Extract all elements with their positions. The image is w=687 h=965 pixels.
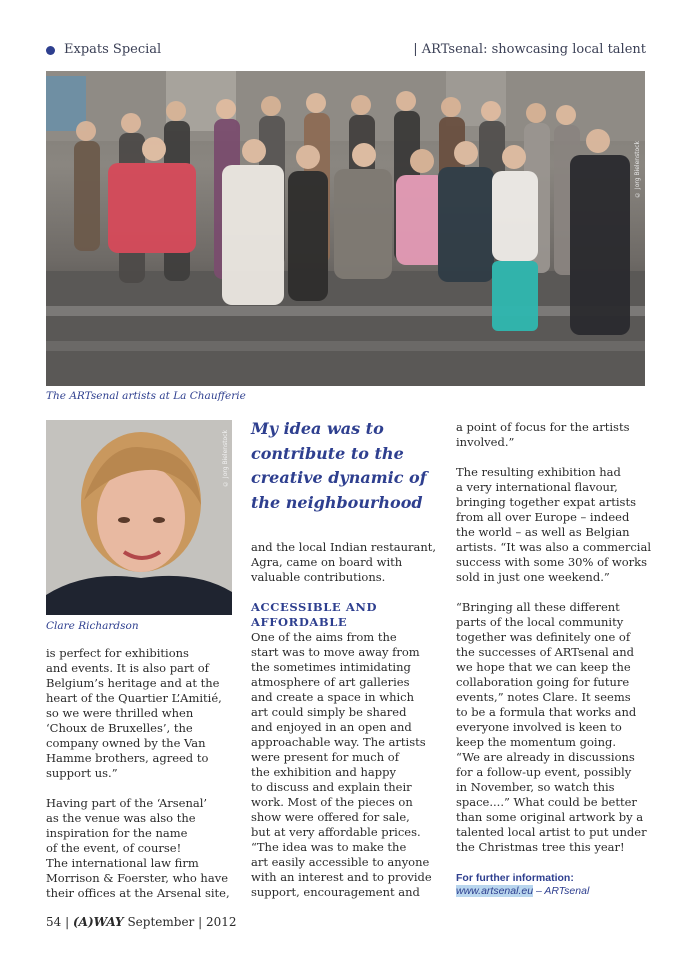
website-suffix: – ARTsenal (533, 885, 590, 897)
page-number: 54 | (46, 915, 70, 929)
column-2 (251, 540, 447, 915)
magazine-name: (A)WAY (72, 915, 124, 929)
column-3 (456, 420, 652, 870)
further-info-title: For further information: (456, 872, 574, 884)
group-photo (46, 71, 645, 386)
issue-date: September | 2012 (127, 915, 237, 929)
col1-paragraph-1: is perfect for exhibitions and events. It is also part of Belgium’s heritage and at the heart of the Quartier L’Amitié, so we were thrilled when ‘Choux de Bruxelles’, the company owned by the Van Hamme brothers, agreed to support us.” (46, 646, 222, 780)
col2-paragraph-2: One of the aims from the start was to move away from the sometimes intimidating atmosphere of art galleries and create a space in which art could simply be shared and enjoyed in an open and approachable way. The artists were present for much of the exhibition and happy to discuss and explain their work. Most of the pieces on show were offered for sale, but at very affordable prices. “The idea was to make the art easily accessible to anyone with an interest and to provide support, encouragement and (251, 630, 432, 899)
portrait-illustration (46, 420, 232, 615)
photo-credit: © Jorg Bielenstock (634, 141, 641, 198)
portrait-caption: Clare Richardson (46, 620, 139, 632)
page-footer (46, 915, 237, 929)
website-link[interactable]: www.artsenal.eu (456, 885, 534, 897)
group-photo-illustration (46, 71, 645, 386)
column-1 (46, 646, 242, 916)
col3-paragraph-3: “Bringing all these different parts of the local community together was definitely one of the successes of ARTsenal and we hope that we can keep the collaboration going for future events,” notes Clare. It seems to be a formula that works and everyone involved is keen to keep the momentum going. “We are already in discussions for a follow-up event, possibly in November, so watch this space....” What could be better than some original artwork by a talented local artist to put under the Christmas tree this year! (456, 600, 647, 854)
portrait-credit: © Jorg Bielenstock (222, 430, 229, 487)
section-subhead: ACCESSIBLE AND AFFORDABLE (251, 600, 378, 629)
col3-paragraph-1: a point of focus for the artists involved.” (456, 420, 630, 449)
col1-paragraph-2: Having part of the ‘Arsenal’ as the venue was also the inspiration for the name of the event, of course! The international law firm Morrison & Foerster, who have their offices at the Arsenal site, (46, 796, 230, 900)
article-title: | ARTsenal: showcasing local talent (413, 42, 646, 57)
running-header (46, 42, 646, 62)
photo-caption: The ARTsenal artists at La Chaufferie (46, 390, 246, 402)
col3-paragraph-2: The resulting exhibition had a very international flavour, bringing together expat artists from all over Europe – indeed the world – as well as Belgian artists. “It was also a commercial success with some 30% of works sold in just one weekend.” (456, 465, 652, 584)
col2-paragraph-1: and the local Indian restaurant, Agra, came on board with valuable contributions. (251, 540, 437, 584)
bullet-dot-icon (46, 46, 55, 55)
section-label: Expats Special (64, 42, 162, 57)
pull-quote: My idea was to contribute to the creative dynamic of the neighbourhood (251, 419, 427, 512)
further-info-line (456, 885, 589, 897)
portrait-photo (46, 420, 232, 615)
